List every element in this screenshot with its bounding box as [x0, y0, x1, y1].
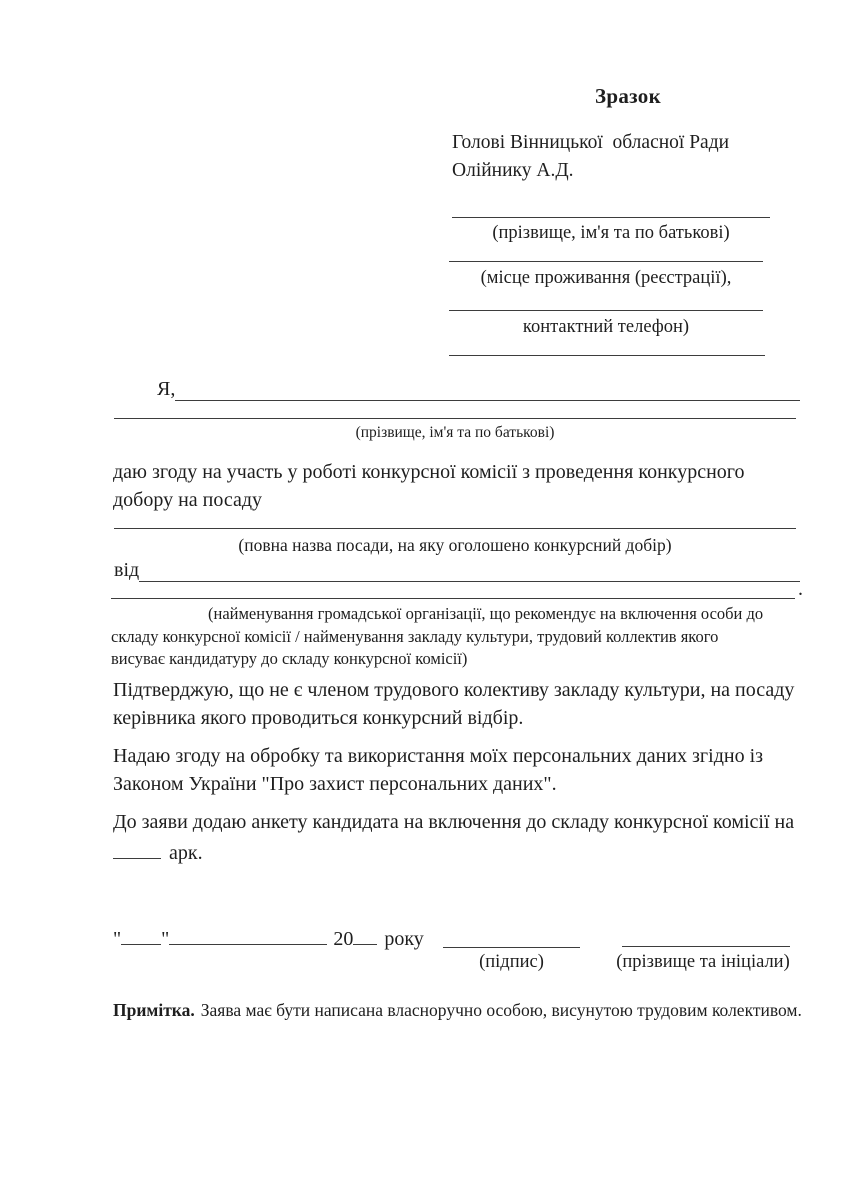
phone-caption: контактний телефон)	[522, 317, 690, 337]
sentence-end-period: .	[798, 578, 803, 600]
note-text: Заява має бути написана власноручно особою, висунутою трудовим колективом.	[200, 1000, 802, 1020]
attachment-paragraph	[113, 809, 823, 837]
personal-data-line-1: Надаю згоду на обробку та використання моїх персональних даних згідно із	[113, 745, 764, 767]
consent-line-2: добору на посаду	[113, 488, 263, 511]
confirmation-line-1: Підтверджую, що не є членом трудового колективу закладу культури, на посаду	[113, 679, 795, 701]
i-declare-row	[157, 376, 800, 404]
position-fill-line	[114, 528, 796, 529]
personal-data-line-2: Законом України "Про захист персональних даних".	[113, 772, 557, 795]
sheets-count-blank	[113, 856, 161, 859]
addressee-line-1: Голові Вінницької обласної Ради	[452, 132, 730, 153]
i-label: Я,	[157, 378, 176, 400]
attachment-suffix: арк.	[169, 842, 203, 864]
full-name-fill-line-2	[114, 418, 796, 419]
confirmation-line-2: керівника якого проводиться конкурсний відбір.	[113, 706, 524, 729]
organization-caption-line-3: висуває кандидатуру до складу конкурсної комісії)	[111, 649, 468, 668]
name-initials-caption: (прізвище та ініціали)	[616, 952, 790, 972]
full-name-fill-line	[175, 400, 800, 401]
signature-line	[443, 947, 580, 948]
residence-caption: (місце проживання (реєстрації),	[480, 268, 732, 288]
organization-fill-line	[139, 581, 800, 582]
attachment-line-1: До заяви додаю анкету кандидата на включення до складу конкурсної комісії на	[113, 811, 795, 833]
day-blank	[121, 942, 161, 945]
consent-paragraph	[113, 459, 813, 514]
confirmation-paragraph	[113, 677, 823, 732]
applicant-name-field-line	[452, 217, 770, 218]
quote-open: "	[113, 928, 122, 950]
addressee-line-2: Олійнику А.Д.	[452, 160, 574, 181]
organization-caption	[111, 603, 805, 671]
month-blank	[169, 942, 327, 945]
year-suffix: року	[384, 928, 424, 950]
from-row	[114, 557, 800, 585]
year-prefix: 20	[333, 928, 354, 950]
extra-field-line	[449, 355, 765, 356]
applicant-name-caption: (прізвище, ім'я та по батькові)	[492, 223, 730, 243]
phone-field-line	[449, 310, 763, 311]
personal-data-paragraph	[113, 743, 823, 798]
full-name-caption: (прізвище, ім'я та по батькові)	[355, 424, 555, 441]
attachment-sheets-row	[113, 840, 203, 868]
signature-caption: (підпис)	[479, 952, 544, 972]
quote-close: "	[161, 928, 170, 950]
position-caption: (повна назва посади, на яку оголошено конкурсний добір)	[238, 535, 672, 555]
note-row	[113, 1000, 813, 1021]
year-blank	[353, 942, 377, 945]
organization-fill-line-2	[111, 598, 795, 599]
page-title: Зразок	[595, 84, 661, 108]
note-label: Примітка.	[113, 1000, 195, 1020]
organization-caption-line-1: (найменування громадської організації, що рекомендує на включення особи до	[208, 604, 764, 623]
name-initials-line	[622, 946, 790, 947]
date-row	[113, 926, 424, 954]
consent-line-1: даю згоду на участь у роботі конкурсної комісії з проведення конкурсного	[113, 461, 745, 483]
residence-field-line	[449, 261, 763, 262]
from-label: від	[114, 559, 140, 581]
organization-caption-line-2: складу конкурсної комісії / найменування закладу культури, трудовий коллектив якого	[111, 626, 719, 646]
